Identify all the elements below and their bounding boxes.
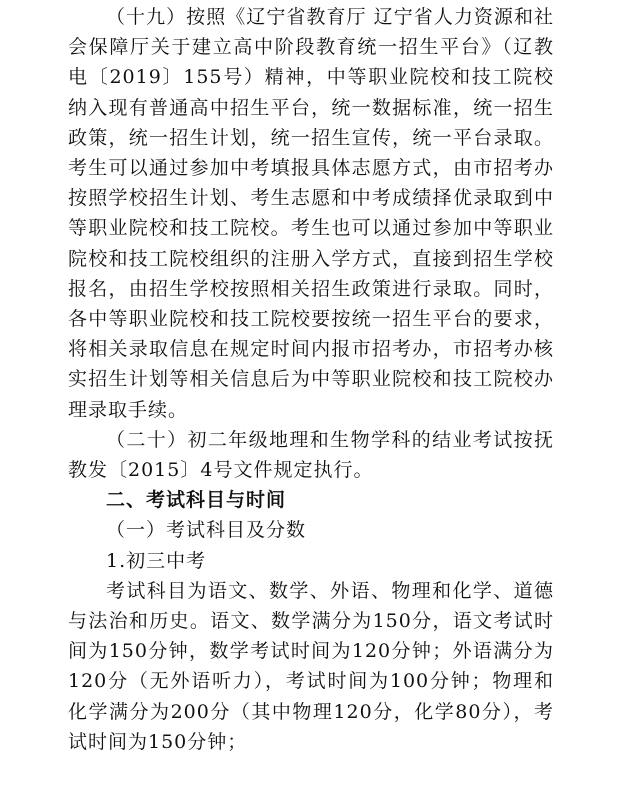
section-heading: 二、考试科目与时间 [106,489,287,512]
body-paragraph: 考试科目为语文、数学、外语、物理和化学、道德与法治和历史。语文、数学满分为150分，语文考试时间为150分钟，数学考试时间为120分钟；外语满分为120分（无外语听力），考试时间为100分钟；物理和化学满分为200分（其中物理120分，化学80分），考试时间为150分钟； [68,579,554,753]
subsection-heading: （一）考试科目及分数 [106,519,307,542]
paragraph-item-20: （二十）初二年级地理和生物学科的结业考试按抚教发〔2015〕4号文件规定执行。 [68,428,554,482]
item-heading: 1.初三中考 [106,549,207,572]
paragraph-item-19: （十九）按照《辽宁省教育厅 辽宁省人力资源和社会保障厅关于建立高中阶段教育统一招生平台》（辽教电〔2019〕155号）精神，中等职业院校和技工院校纳入现有普通高中招生平台，统一数据标准，统一招生政策，统一招生计划，统一招生宣传，统一平台录取。考生可以通过参加中考填报具体志愿方式，由市招考办按照学校招生计划、考生志愿和中考成绩择优录取到中等职业院校和技工院校。考生也可以通过参加中等职业院校和技工院校组织的注册入学方式，直接到招生学校报名，由招生学校按照相关招生政策进行录取。同时，各中等职业院校和技工院校要按统一招生平台的要求，将相关录取信息在规定时间内报市招考办，市招考办核实招生计划等相关信息后为中等职业院校和技工院校办理录取手续。 [68,6,554,421]
